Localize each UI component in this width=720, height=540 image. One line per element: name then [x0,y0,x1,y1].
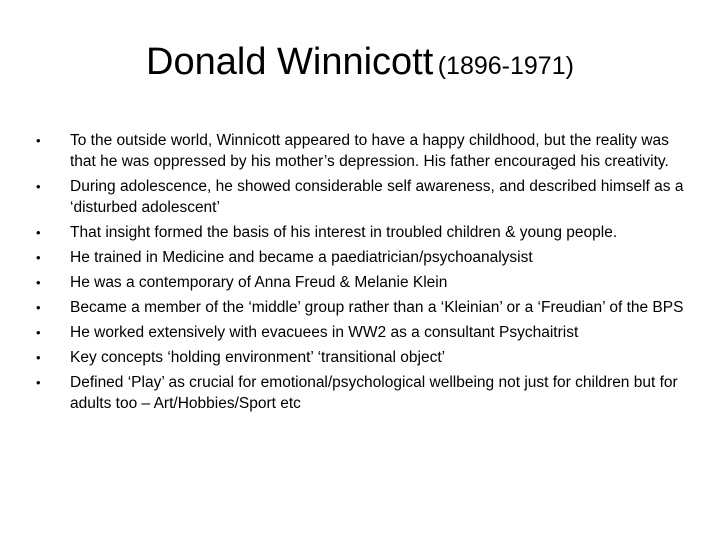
bullet-item [36,322,698,343]
bullet-text: He was a contemporary of Anna Freud & Melanie Klein [70,274,448,291]
bullet-icon: • [36,375,41,390]
slide-title [0,40,720,86]
bullet-text: That insight formed the basis of his interest in troubled children & young people. [70,224,618,241]
bullet-icon: • [36,325,41,340]
bullet-item [36,222,698,243]
title-dates: (1896-1971) [437,52,574,80]
bullet-icon: • [36,250,41,265]
bullet-item [36,347,698,368]
bullet-list [36,130,698,418]
bullet-item [36,372,698,414]
bullet-icon: • [36,225,41,240]
bullet-icon: • [36,350,41,365]
bullet-item [36,272,698,293]
bullet-item [36,176,698,218]
bullet-text: He trained in Medicine and became a paediatrician/psychoanalysist [70,249,533,266]
bullet-text: Became a member of the ‘middle’ group rather than a ‘Kleinian’ or a ‘Freudian’ of the BPS [70,299,684,316]
bullet-item [36,247,698,268]
bullet-icon: • [36,275,41,290]
bullet-text: Key concepts ‘holding environment’ ‘transitional object’ [70,349,446,366]
bullet-text: He worked extensively with evacuees in WW2 as a consultant Psychaitrist [70,324,579,341]
bullet-icon: • [36,133,41,148]
bullet-icon: • [36,300,41,315]
title-name: Donald Winnicott [146,41,434,83]
bullet-text: During adolescence, he showed considerable self awareness, and described himself as a ‘disturbed adolescent’ [70,178,684,216]
bullet-item [36,130,698,172]
bullet-text: To the outside world, Winnicott appeared to have a happy childhood, but the reality was that he was oppressed by his mother’s depression. His father encouraged his creativity. [70,132,669,170]
bullet-item [36,297,698,318]
bullet-icon: • [36,179,41,194]
bullet-text: Defined ‘Play’ as crucial for emotional/psychological wellbeing not just for children but for adults too – Art/Hobbies/Sport etc [70,374,678,412]
